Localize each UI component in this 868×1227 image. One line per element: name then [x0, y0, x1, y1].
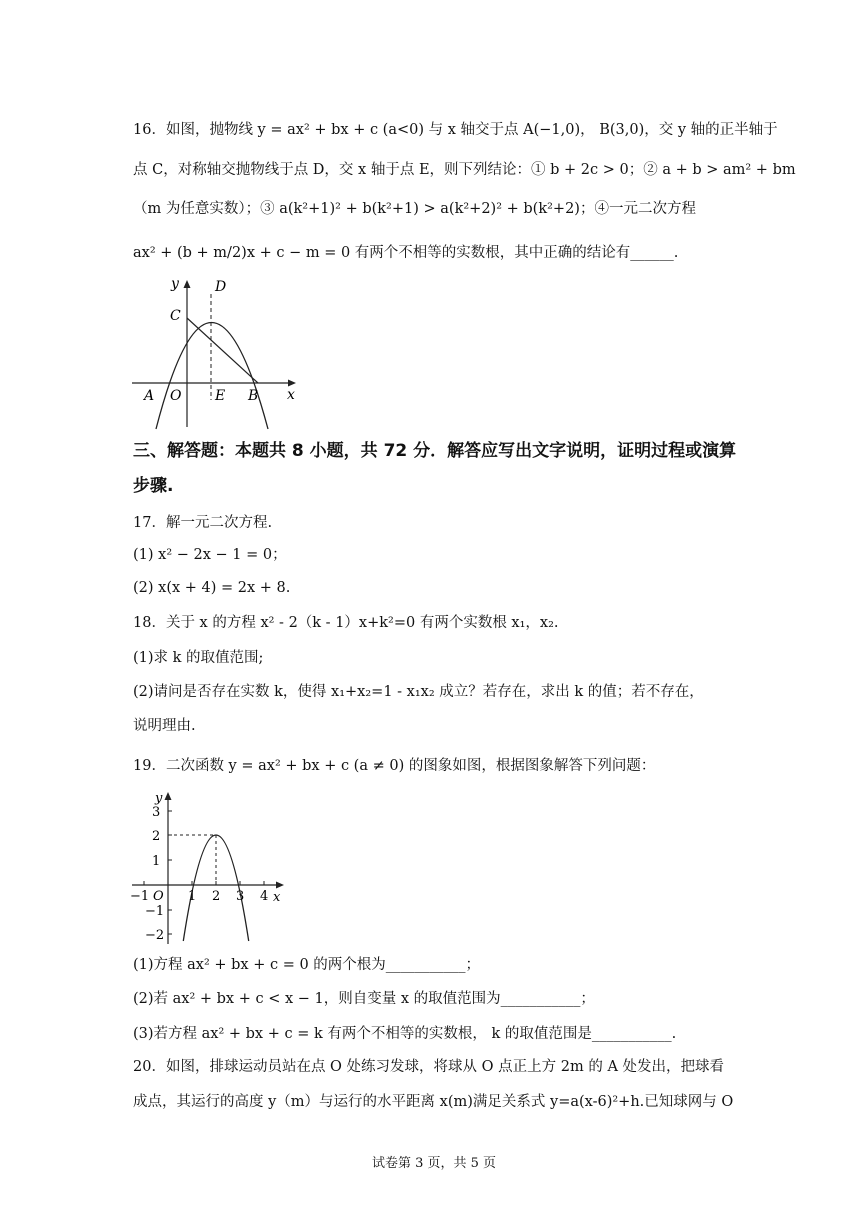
y-tick-label: −2	[145, 928, 165, 943]
x-tick-label: 2	[212, 889, 221, 904]
x-axis-arrow-icon	[288, 380, 296, 387]
y-axis-label: y	[155, 791, 163, 806]
point-c-label: C	[170, 308, 181, 324]
q18-title: 18．关于 x 的方程 x² - 2（k - 1）x+k²=0 有两个实数根 x₁，x₂.	[133, 615, 559, 631]
parabola-curve	[156, 323, 268, 430]
q16-line-1: 16．如图，抛物线 y = ax² + bx + c (a<0) 与 x 轴交于点 A(−1,0)， B(3,0)，交 y 轴的正半轴于	[133, 122, 778, 138]
q16-line-3: （m 为任意实数）；③ a(k²+1)² + b(k²+1) > a(k²+2)² + b(k²+2)；④一元二次方程	[133, 201, 696, 217]
q19-graph-figure	[128, 786, 293, 946]
q19-part-1: (1)方程 ax² + bx + c = 0 的两个根为___________；	[133, 957, 481, 973]
y-axis-arrow-icon	[165, 792, 172, 800]
q16-line-4: ax² + (b + m/2)x + c − m = 0 有两个不相等的实数根，其中正确的结论有______.	[133, 245, 679, 261]
q20-line-1: 20．如图，排球运动员站在点 O 处练习发球，将球从 O 点正上方 2m 的 A 处发出，把球看	[133, 1059, 725, 1075]
q19-part-3: (3)若方程 ax² + bx + c = k 有两个不相等的实数根， k 的取值范围是___________.	[133, 1026, 677, 1042]
y-tick-label: 1	[152, 854, 161, 869]
x-tick-label: 3	[236, 889, 245, 904]
q18-part-2-cont: 说明理由.	[133, 718, 196, 734]
q16-line-2: 点 C，对称轴交抛物线于点 D，交 x 轴于点 E，则下列结论：① b + 2c > 0；② a + b > am² + bm	[133, 162, 796, 178]
segment-cb	[187, 318, 258, 383]
q16-parabola-figure	[128, 272, 303, 434]
origin-label: O	[153, 889, 164, 904]
y-tick-label: −1	[145, 904, 165, 919]
page-footer: 试卷第 3 页，共 5 页	[371, 1156, 497, 1171]
q20-line-2: 成点，其运行的高度 y（m）与运行的水平距离 x(m)满足关系式 y=a(x-6)²+h.已知球网与 O	[133, 1094, 734, 1110]
point-d-label: D	[215, 279, 227, 295]
parabola-curve	[183, 835, 248, 941]
q18-part-1: (1)求 k 的取值范围;	[133, 650, 264, 666]
point-e-label: E	[215, 388, 226, 404]
x-axis-label: x	[273, 890, 281, 905]
y-axis-arrow-icon	[184, 280, 191, 288]
q17-part-2: (2) x(x + 4) = 2x + 8.	[133, 580, 291, 596]
x-tick-label: −1	[130, 889, 150, 904]
point-a-label: A	[144, 388, 155, 404]
q19-part-2: (2)若 ax² + bx + c < x − 1，则自变量 x 的取值范围为___________；	[133, 991, 595, 1007]
q17-part-1: (1) x² − 2x − 1 = 0；	[133, 547, 287, 563]
section-heading-cont: 步骤.	[133, 476, 174, 496]
section-heading: 三、解答题：本题共 8 小题，共 72 分．解答应写出文字说明，证明过程或演算	[133, 441, 737, 461]
y-tick-label: 2	[152, 829, 161, 844]
x-axis-label: x	[287, 387, 295, 403]
q17-title: 17．解一元二次方程.	[133, 515, 273, 531]
origin-label: O	[170, 388, 182, 404]
x-axis-arrow-icon	[276, 882, 284, 889]
y-tick-label: 3	[152, 805, 161, 820]
q19-title: 19．二次函数 y = ax² + bx + c (a ≠ 0) 的图象如图，根据图象解答下列问题：	[133, 758, 656, 774]
point-b-label: B	[248, 388, 259, 404]
x-tick-label: 4	[260, 889, 269, 904]
q18-part-2: (2)请问是否存在实数 k，使得 x₁+x₂=1 - x₁x₂ 成立？若存在，求出 k 的值；若不存在，	[133, 684, 704, 700]
x-tick-label: 1	[188, 889, 197, 904]
y-axis-label: y	[171, 276, 179, 292]
